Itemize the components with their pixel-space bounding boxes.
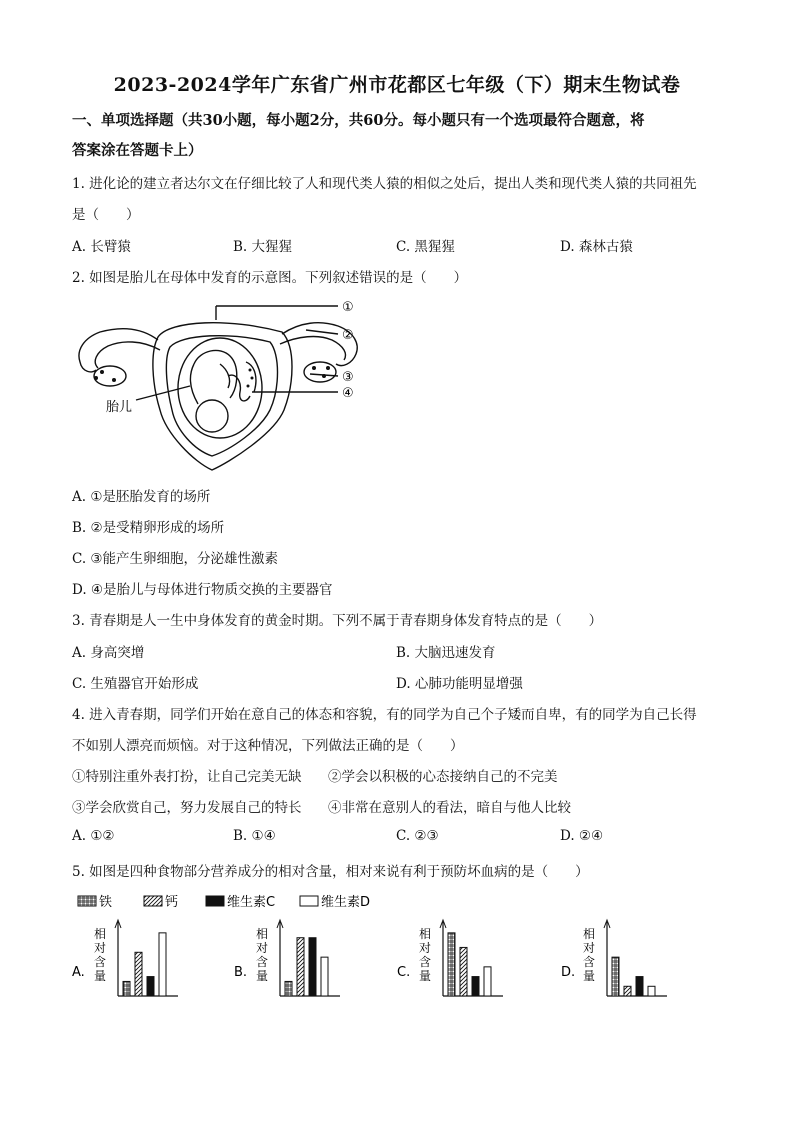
- chart-ylabel-char: 相: [583, 927, 596, 941]
- chart-legend: [78, 894, 370, 910]
- chart-ylabel-char: 含: [419, 955, 432, 969]
- chart-ylabel-char: 相: [256, 927, 269, 941]
- chart-ylabel-char: 对: [419, 941, 432, 955]
- label-1: ①: [342, 300, 354, 315]
- q3-option-c: C. 生殖器官开始形成: [72, 676, 199, 692]
- q3-option-b: B. 大脑迅速发育: [396, 645, 496, 661]
- bar-iron: [612, 957, 619, 996]
- question-1-stem: 1. 进化论的建立者达尔文在仔细比较了人和现代类人猿的相似之处后，提出人类和现代类人猿的共同祖先: [72, 176, 697, 192]
- chart-ylabel-char: 相: [419, 927, 432, 941]
- q4-option-d: D. ②④: [560, 828, 604, 844]
- q3-option-d: D. 心肺功能明显增强: [396, 676, 523, 692]
- chart-ylabel-char: 量: [94, 969, 107, 983]
- bar-calcium: [135, 952, 142, 996]
- q1-option-d: D. 森林古猿: [560, 239, 633, 255]
- q2-option-d: D. ④是胎儿与母体进行物质交换的主要器官: [72, 582, 333, 598]
- bar-iron: [285, 981, 292, 996]
- legend-vc: 维生素C: [227, 895, 276, 910]
- chart-ylabel-char: 量: [583, 969, 596, 983]
- question-2-stem: 2. 如图是胎儿在母体中发育的示意图。下列叙述错误的是（ ）: [72, 270, 468, 286]
- q4-statement-4: ④非常在意别人的看法，暗自与他人比较: [328, 800, 571, 816]
- nutrient-charts: [70, 888, 790, 1008]
- q1-option-a: A. 长臂猿: [72, 239, 131, 255]
- q2-option-b: B. ②是受精卵形成的场所: [72, 520, 225, 536]
- label-4: ④: [342, 386, 354, 401]
- chart-ylabel-char: 对: [256, 941, 269, 955]
- question-1-stem-line2: 是（ ）: [72, 207, 140, 223]
- q1-option-b: B. 大猩猩: [233, 239, 293, 255]
- chart-ylabel-char: 相: [94, 927, 107, 941]
- nutrient-chart-a: [72, 920, 178, 996]
- bar-calcium: [624, 986, 631, 996]
- chart-ylabel-char: 含: [94, 955, 107, 969]
- section-heading: 一、单项选择题（共30小题，每小题2分，共60分。每小题只有一个选项最符合题意，将: [72, 112, 645, 129]
- question-3-stem: 3. 青春期是人一生中身体发育的黄金时期。下列不属于青春期身体发育特点的是（ ）: [72, 613, 603, 629]
- chart-ylabel-char: 含: [256, 955, 269, 969]
- chart-ylabel-char: 对: [94, 941, 107, 955]
- bar-iron: [123, 981, 130, 996]
- bar-vitamin-c: [147, 977, 154, 996]
- fetus-label: 胎儿: [106, 400, 133, 415]
- q4-statement-3: ③学会欣赏自己，努力发展自己的特长: [72, 800, 302, 816]
- q4-option-a: A. ①②: [72, 828, 115, 844]
- section-heading-line2: 答案涂在答题卡上）: [72, 142, 203, 159]
- q2-option-c: C. ③能产生卵细胞，分泌雄性激素: [72, 551, 279, 567]
- q1-option-c: C. 黑猩猩: [396, 239, 455, 255]
- bar-vitamin-d: [648, 986, 655, 996]
- chart-ylabel-char: 量: [419, 969, 432, 983]
- bar-calcium: [460, 947, 467, 996]
- question-5-stem: 5. 如图是四种食物部分营养成分的相对含量，相对来说有利于预防坏血病的是（ ）: [72, 864, 589, 880]
- bar-vitamin-c: [636, 977, 643, 996]
- legend-ca: 钙: [165, 895, 179, 910]
- bar-vitamin-d: [159, 933, 166, 996]
- q4-statement-2: ②学会以积极的心态接纳自己的不完美: [328, 769, 558, 785]
- bar-vitamin-d: [484, 967, 491, 996]
- q3-option-a: A. 身高突增: [72, 645, 145, 661]
- fetus-uterus-diagram: [70, 292, 370, 472]
- legend-ca-swatch: [144, 896, 162, 906]
- bar-iron: [448, 933, 455, 996]
- legend-iron: 铁: [99, 895, 113, 910]
- q2-option-a: A. ①是胚胎发育的场所: [72, 489, 211, 505]
- nutrient-chart-b: [234, 920, 340, 996]
- chart-option-letter: B.: [234, 965, 248, 980]
- nutrient-chart-d: [561, 920, 667, 996]
- question-4-stem-line2: 不如别人漂亮而烦恼。对于这种情况，下列做法正确的是（ ）: [72, 738, 464, 754]
- legend-vd-swatch: [300, 896, 318, 906]
- chart-option-letter: D.: [561, 965, 576, 980]
- label-2: ②: [342, 328, 354, 343]
- chart-ylabel-char: 对: [583, 941, 596, 955]
- bar-vitamin-c: [309, 938, 316, 996]
- q4-statement-1: ①特别注重外表打扮，让自己完美无缺: [72, 769, 302, 785]
- chart-ylabel-char: 含: [583, 955, 596, 969]
- bar-calcium: [297, 938, 304, 996]
- question-4-stem: 4. 进入青春期，同学们开始在意自己的体态和容貌，有的同学为自己个子矮而自卑，有的同学为自己长得: [72, 707, 697, 723]
- chart-option-letter: A.: [72, 965, 85, 980]
- legend-vd: 维生素D: [321, 895, 371, 910]
- chart-ylabel-char: 量: [256, 969, 269, 983]
- page-title: 2023-2024学年广东省广州市花都区七年级（下）期末生物试卷: [113, 74, 681, 96]
- legend-iron-swatch: [78, 896, 96, 906]
- chart-option-letter: C.: [397, 965, 411, 980]
- bar-vitamin-c: [472, 977, 479, 996]
- legend-vc-swatch: [206, 896, 224, 906]
- bar-vitamin-d: [321, 957, 328, 996]
- label-3: ③: [342, 370, 354, 385]
- q4-option-c: C. ②③: [396, 828, 439, 844]
- q4-option-b: B. ①④: [233, 828, 276, 844]
- nutrient-chart-c: [397, 920, 503, 996]
